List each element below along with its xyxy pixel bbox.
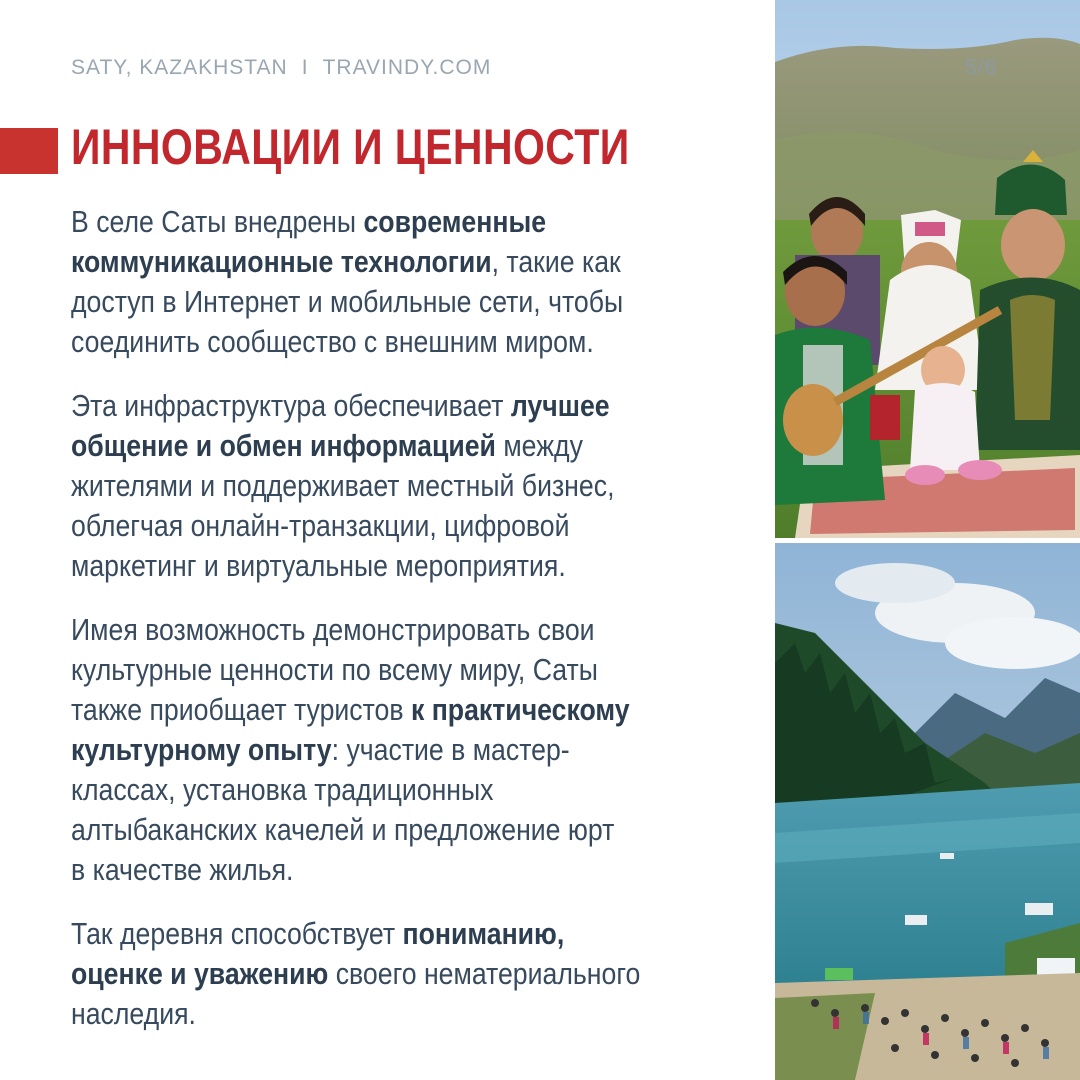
text-run: культурные ценности по всему миру, Саты bbox=[71, 652, 598, 687]
title-accent-bar bbox=[0, 128, 58, 174]
body-paragraph bbox=[71, 914, 751, 1034]
text-run: алтыбаканских качелей и предложение юрт bbox=[71, 812, 615, 847]
bold-text: оценке и уважению bbox=[71, 956, 329, 991]
text-line bbox=[71, 322, 656, 362]
text-run: : участие в мастер- bbox=[331, 732, 570, 767]
bold-text: пониманию, bbox=[402, 916, 565, 951]
text-run: соединить сообщество с внешним миром. bbox=[71, 324, 594, 359]
text-run: наследия. bbox=[71, 996, 196, 1031]
text-line bbox=[71, 506, 656, 546]
kolsai-mountain-lake-photo bbox=[775, 543, 1080, 1080]
body-text bbox=[71, 202, 751, 1058]
bold-text: к практическому bbox=[410, 692, 630, 727]
text-run: облегчая онлайн-транзакции, цифровой bbox=[71, 508, 570, 543]
text-line bbox=[71, 466, 656, 506]
bold-text: лучшее bbox=[510, 388, 610, 423]
text-line bbox=[71, 426, 656, 466]
text-run: в качестве жилья. bbox=[71, 852, 294, 887]
text-run: Так деревня способствует bbox=[71, 916, 403, 951]
source-line bbox=[71, 56, 491, 80]
text-run: классах, установка традиционных bbox=[71, 772, 494, 807]
bold-text: современные bbox=[363, 204, 547, 239]
text-line bbox=[71, 202, 656, 242]
text-run: , такие как bbox=[491, 244, 621, 279]
text-line bbox=[71, 994, 656, 1034]
text-run: маркетинг и виртуальные мероприятия. bbox=[71, 548, 566, 583]
location-label: SATY, KAZAKHSTAN bbox=[71, 56, 288, 79]
text-line bbox=[71, 850, 656, 890]
text-run: жителями и поддерживает местный бизнес, bbox=[71, 468, 615, 503]
text-line bbox=[71, 650, 656, 690]
text-line bbox=[71, 914, 656, 954]
body-paragraph bbox=[71, 610, 751, 890]
text-line bbox=[71, 954, 656, 994]
text-run: между bbox=[495, 428, 583, 463]
text-line bbox=[71, 386, 656, 426]
text-line bbox=[71, 282, 656, 322]
text-line bbox=[71, 546, 656, 586]
separator: I bbox=[301, 56, 309, 79]
text-line bbox=[71, 730, 656, 770]
bold-text: коммуникационные технологии bbox=[71, 244, 492, 279]
page-title: ИННОВАЦИИ И ЦЕННОСТИ bbox=[71, 119, 630, 175]
body-paragraph bbox=[71, 202, 751, 362]
bold-text: общение и обмен информацией bbox=[71, 428, 496, 463]
page-indicator: 5/6 bbox=[965, 56, 998, 79]
text-run: Эта инфраструктура обеспечивает bbox=[71, 388, 511, 423]
body-paragraph bbox=[71, 386, 751, 586]
text-run: доступ в Интернет и мобильные сети, чтобы bbox=[71, 284, 624, 319]
text-run: также приобщает туристов bbox=[71, 692, 411, 727]
bold-text: культурному опыту bbox=[71, 732, 332, 767]
text-line bbox=[71, 690, 656, 730]
text-line bbox=[71, 610, 656, 650]
text-line bbox=[71, 770, 656, 810]
text-run: своего нематериального bbox=[328, 956, 641, 991]
text-line bbox=[71, 242, 656, 282]
family-in-traditional-costume-photo bbox=[775, 0, 1080, 538]
text-line bbox=[71, 810, 656, 850]
text-run: В селе Саты внедрены bbox=[71, 204, 364, 239]
text-run: Имея возможность демонстрировать свои bbox=[71, 612, 595, 647]
site-label: TRAVINDY.COM bbox=[322, 56, 492, 79]
